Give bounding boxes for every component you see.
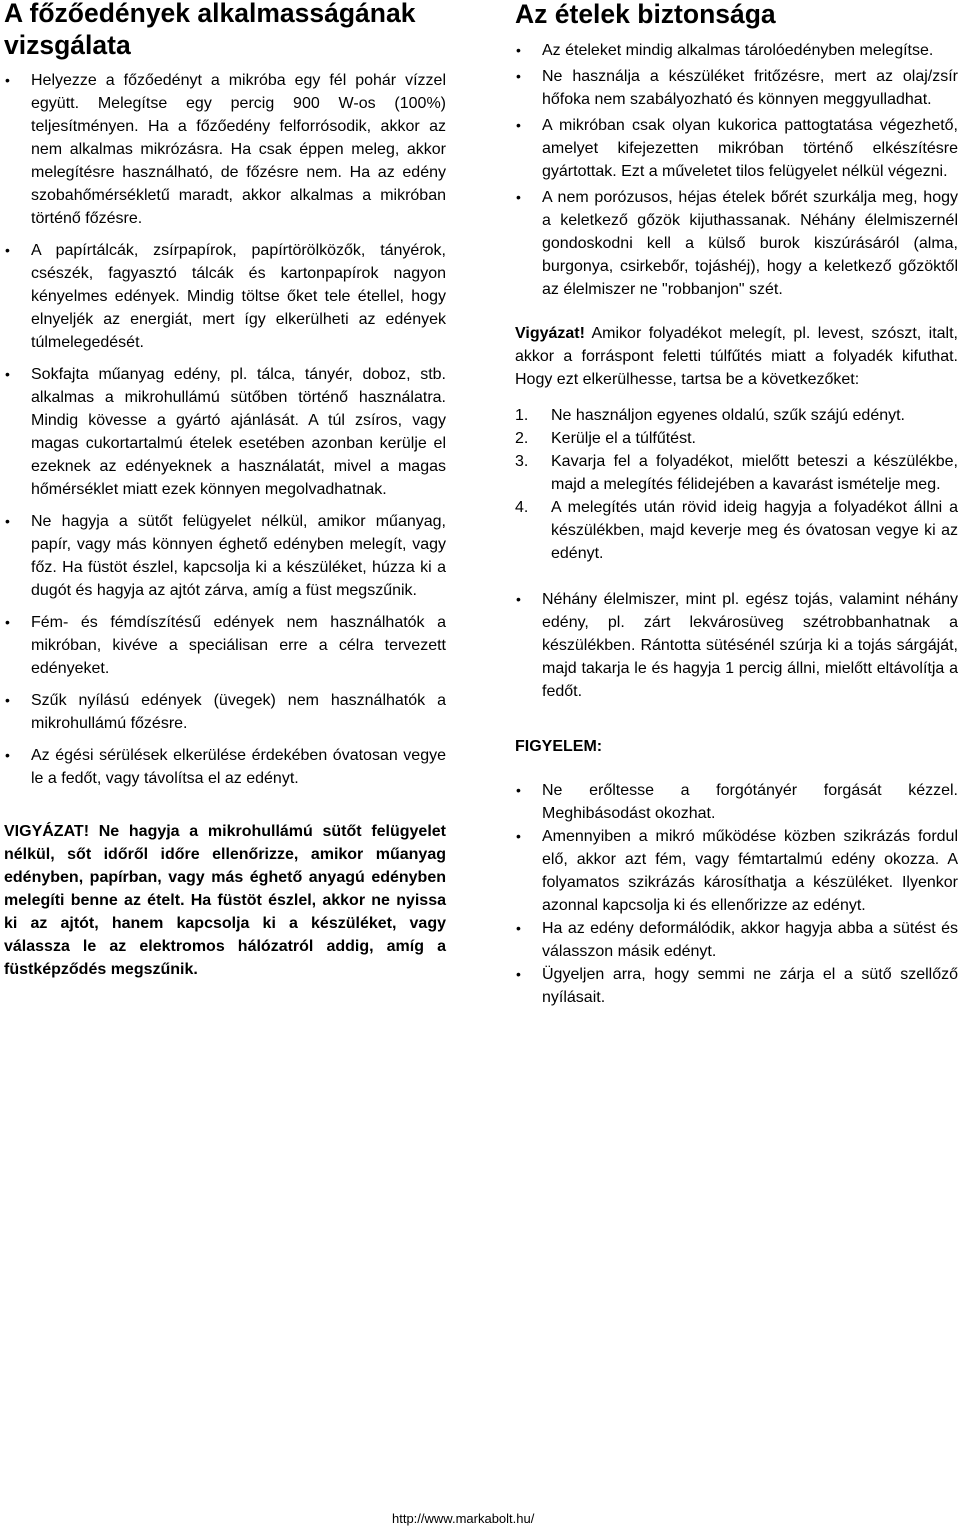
list-item: • Ügyeljen arra, hogy semmi ne zárja el a sütő szellőző nyílásait. xyxy=(515,963,958,1009)
warning-paragraph: VIGYÁZAT! Ne hagyja a mikrohullámú sütőt felügyelet nélkül, sőt időről időre ellenőrizze, amikor műanyag edényben, papírban, vagy más éghető anyagú edényben melegíti benne az ételt. Ha füstöt észlel, akkor ne nyissa ki az ajtót, hanem kapcsolja ki a készüléket, vagy válassza le az elektromos hálózatról addig, amíg a füstképződés megszűnik. xyxy=(4,823,446,978)
caution-text: Amikor folyadékot melegít, pl. levest, szószt, italt, akkor a forráspont feletti túlfűtés miatt a folyadék kifuthat. Hogy ezt elkerülhesse, tartsa be a következőket: xyxy=(515,325,958,388)
step-text: A melegítés után rövid ideig hagyja a folyadékot állni a készülékben, majd keverje meg és óvatosan vegye ki az edényt. xyxy=(551,499,958,562)
egg-warning-list xyxy=(515,588,958,703)
right-column xyxy=(515,0,958,1009)
attention-label: FIGYELEM: xyxy=(515,738,603,755)
list-item: • Az ételeket mindig alkalmas tárolóedényben melegítse. xyxy=(515,39,958,62)
footer-url: http://www.markabolt.hu/ xyxy=(392,1511,535,1526)
cookware-test-list xyxy=(4,69,446,790)
list-item: • Néhány élelmiszer, mint pl. egész tojás, valamint néhány edény, pl. zárt lekvárosüveg szétrobbanhatnak a készülékben. Rántotta sütésénél szúrja ki a tojás sárgáját, majd takarja le és hagyja 1 percig állni, mielőtt eltávolítja a fedőt. xyxy=(515,588,958,703)
step-number: 2. xyxy=(515,430,529,447)
list-item: • Ne hagyja a sütőt felügyelet nélkül, amikor műanyag, papír, vagy más könnyen éghető edényben melegít, vagy főz. Ha füstöt észlel, kapcsolja ki a készüléket, húzza ki a dugót és hagyja az ajtót zárva, amíg a füst megszűnik. xyxy=(4,510,446,602)
list-item: • Amennyiben a mikró működése közben szikrázás fordul elő, akkor azt fém, vagy fémtartalmú edény okozza. A folyamatos szikrázás károsíthatja a készüléket. Ilyenkor azonnal kapcsolja ki és ellenőrizze az edényt. xyxy=(515,825,958,917)
list-item: • A mikróban csak olyan kukorica pattogtatása végezhető, amelyet kifejezetten mikróban történő elkészítésre gyártottak. Ezt a műveletet tilos felügyelet nélkül végezni. xyxy=(515,114,958,183)
step-text: Ne használjon egyenes oldalú, szűk szájú edényt. xyxy=(551,407,905,424)
list-item: • Ha az edény deformálódik, akkor hagyja abba a sütést és válasszon másik edényt. xyxy=(515,917,958,963)
step-item xyxy=(515,427,958,450)
right-section-title: Az ételek biztonsága xyxy=(515,0,776,29)
list-item: • Helyezze a főzőedényt a mikróba egy fél pohár vízzel együtt. Melegítse egy percig 900 W-os (100%) teljesítményen. Ha a főzőedény felforrósodik, akkor az nem alkalmas mikrózásra. Ha csak éppen meleg, akkor melegítésre használható, de főzésre nem. Ha az edény szobahőmérsékletű maradt, akkor alkalmas a mikróban történő főzésre. xyxy=(4,69,446,230)
list-item: • A nem porózusos, héjas ételek bőrét szurkálja meg, hogy a keletkező gőzök kijuthassanak. Néhány élelmiszernél gondoskodni kell a külső burok kiszúrásáról (alma, burgonya, csirkebőr, tojáshéj), hogy a keletkező gőzöktől az élelmiszer ne "robbanjon" szét. xyxy=(515,186,958,301)
step-number: 4. xyxy=(515,499,529,516)
left-column xyxy=(4,0,446,981)
caution-paragraph xyxy=(515,322,958,391)
step-number: 1. xyxy=(515,407,529,424)
list-item: • Fém- és fémdíszítésű edények nem használhatók a mikróban, kivéve a speciálisan erre a célra tervezett edényeket. xyxy=(4,611,446,680)
food-safety-list xyxy=(515,39,958,301)
list-item: • Ne erőltesse a forgótányér forgását kézzel. Meghibásodást okozhat. xyxy=(515,779,958,825)
caution-label: Vigyázat! xyxy=(515,325,585,342)
step-text: Kerülje el a túlfűtést. xyxy=(551,430,696,447)
step-item xyxy=(515,450,958,496)
list-item: • Sokfajta műanyag edény, pl. tálca, tányér, doboz, stb. alkalmas a mikrohullámú sütőben történő használatra. Mindig kövesse a gyártó ajánlását. A túl zsíros, vagy magas cukortartalmú ételek esetében azonban kerülje el ezeknek az edényeknek a használatát, mivel a magas hőmérséklet miatt ezek könnyen megolvadhatnak. xyxy=(4,363,446,501)
list-item: • Szűk nyílású edények (üvegek) nem használhatók a mikrohullámú főzésre. xyxy=(4,689,446,735)
step-text: Kavarja fel a folyadékot, mielőtt beteszi a készülékbe, majd a melegítés félidejében a kavarást ismételje meg. xyxy=(551,453,958,493)
liquid-steps-list xyxy=(515,404,958,565)
attention-list xyxy=(515,779,958,1009)
list-item: • A papírtálcák, zsírpapírok, papírtörölközők, tányérok, csészék, fagyasztó tálcák és kartonpapírok nagyon kényelmes edények. Mindig töltse őket tele étellel, hogy elnyeljék az energiát, mert így elkerülheti az edények túlmelegedését. xyxy=(4,239,446,354)
step-item xyxy=(515,404,958,427)
left-section-title: A főzőedények alkalmasságának vizsgálata xyxy=(4,0,416,60)
list-item: • Ne használja a készüléket fritőzésre, mert az olaj/zsír hőfoka nem szabályozható és könnyen meggyulladhat. xyxy=(515,65,958,111)
step-item xyxy=(515,496,958,565)
list-item: • Az égési sérülések elkerülése érdekében óvatosan vegye le a fedőt, vagy távolítsa el az edényt. xyxy=(4,744,446,790)
step-number: 3. xyxy=(515,453,529,470)
